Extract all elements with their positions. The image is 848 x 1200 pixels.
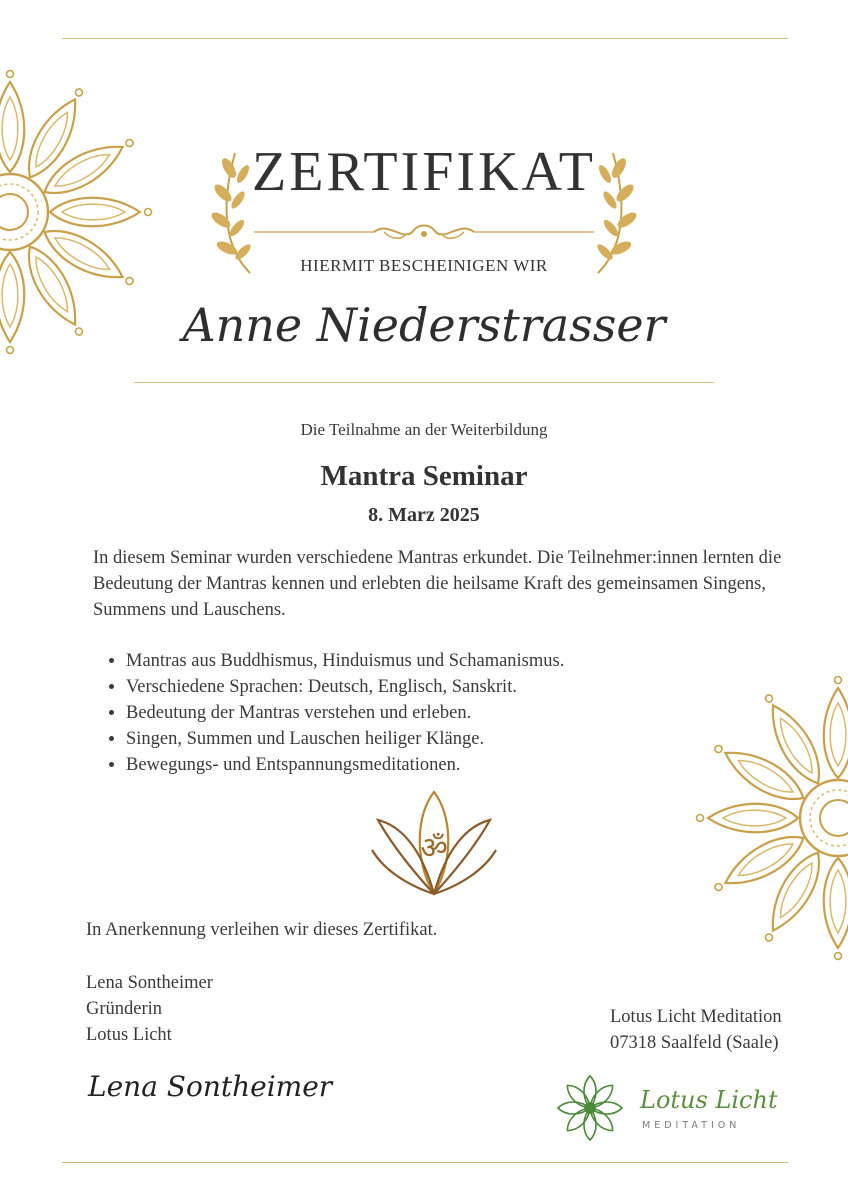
intro-text: Die Teilnahme an der Weiterbildung [300,420,548,439]
organization-block [610,1004,782,1056]
organization-name: Lotus Licht Meditation [610,1007,782,1027]
list-item: • Bewegungs- und Entspannungsmeditationen. [126,752,726,778]
bottom-rule [62,1162,788,1163]
list-item: • Mantras aus Buddhismus, Hinduismus und Schamanismus. [126,648,726,674]
organization-address: 07318 Saalfeld (Saale) [610,1033,779,1053]
logo-tagline: MEDITATION [642,1120,741,1131]
signature-image [88,1062,333,1112]
ornament-divider-icon [254,220,594,244]
certificate-title: ZERTIFIKAT [252,141,596,203]
list-item: • Bedeutung der Mantras verstehen und erleben. [126,700,726,726]
signer-name: Lena Sontheimer [86,973,213,993]
signer-block [86,970,213,1048]
recipient-name: Anne Niederstrasser [182,298,666,352]
course-date: 8. Marz 2025 [368,504,480,526]
top-rule [62,38,788,39]
svg-text:ॐ: ॐ [420,831,448,866]
list-item: • Singen, Summen und Lauschen heiliger Klänge. [126,726,726,752]
recognition-text: In Anerkennung verleihen wir dieses Zertifikat. [86,920,438,940]
name-underline [134,382,714,383]
list-item: • Verschiedene Sprachen: Deutsch, Englisch, Sanskrit. [126,674,726,700]
signature-text: Lena Sontheimer [88,1070,333,1103]
course-description: In diesem Seminar wurden verschiedene Mantras erkundet. Die Teilnehmer:innen lernten die Bedeutung der Mantras kennen und erlebten die heilsame Kraft des gemeinsamen Singens, Summens und Lauschens. [93,548,782,620]
course-title: Mantra Seminar [320,460,528,492]
lotus-om-icon [372,790,496,900]
signer-company: Lotus Licht [86,1025,172,1045]
logo-wordmark: Lotus Licht [640,1086,778,1114]
feature-list [100,648,726,778]
certificate-subtitle: HIERMIT BESCHEINIGEN WIR [300,256,548,275]
lotus-logo-icon [556,1072,796,1144]
signer-role: Gründerin [86,999,163,1019]
